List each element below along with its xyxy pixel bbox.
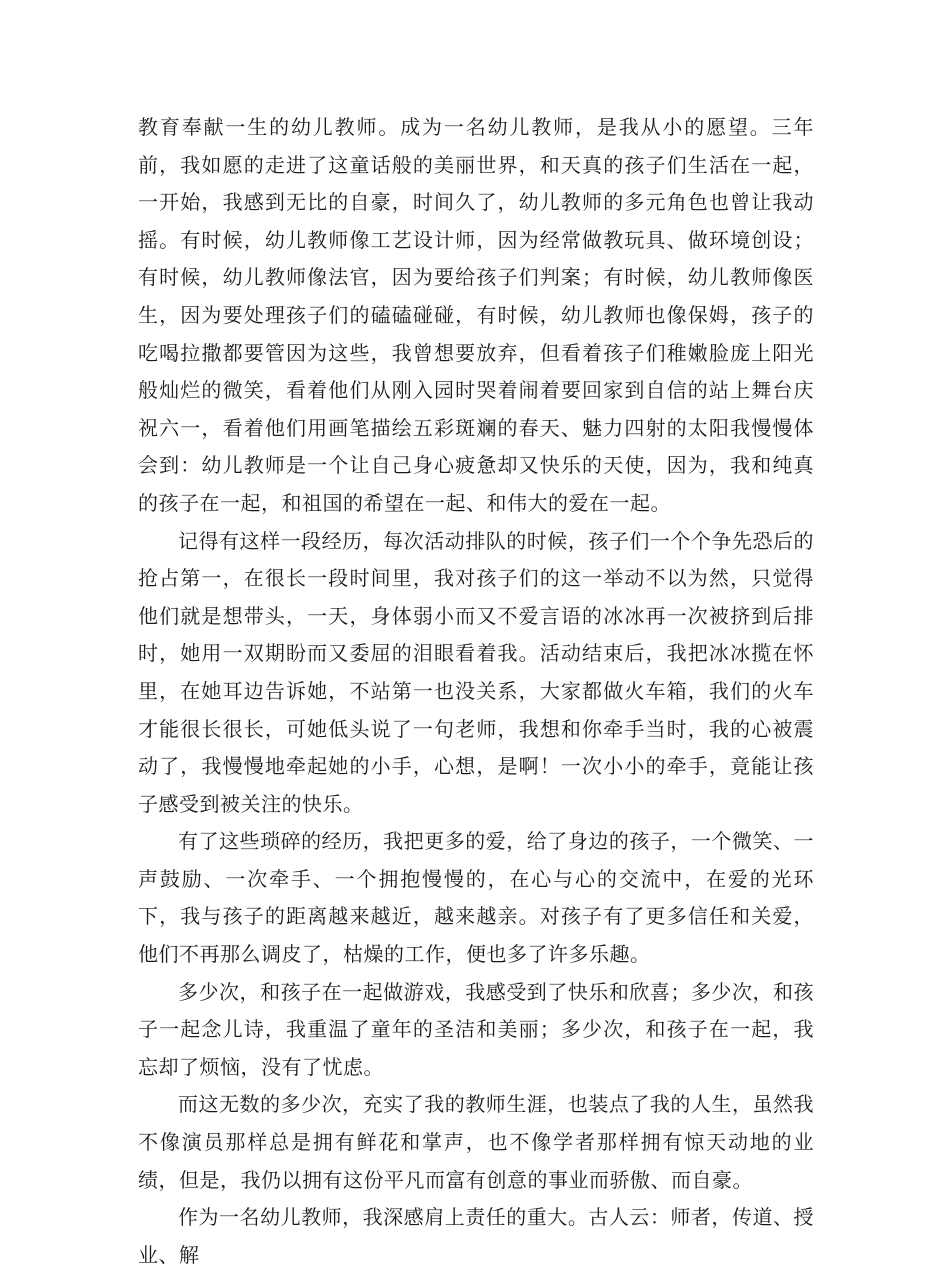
paragraph-1: 教育奉献一生的幼儿教师。成为一名幼儿教师，是我从小的愿望。三年前，我如愿的走进了这童话般的美丽世界，和天真的孩子们生活在一起，一开始，我感到无比的自豪，时间久了，幼儿教师的多元角色也曾让我动摇。有时候，幼儿教师像工艺设计师，因为经常做教玩具、做环境创设；有时候，幼儿教师像法官，因为要给孩子们判案；有时候，幼儿教师像医生，因为要处理孩子们的磕磕碰碰，有时候，幼儿教师也像保姆，孩子的吃喝拉撒都要管因为这些，我曾想要放弃，但看着孩子们稚嫩脸庞上阳光般灿烂的微笑，看着他们从刚入园时哭着闹着要回家到自信的站上舞台庆祝六一，看着他们用画笔描绘五彩斑斓的春天、魅力四射的太阳我慢慢体会到：幼儿教师是一个让自己身心疲惫却又快乐的天使，因为，我和纯真的孩子在一起，和祖国的希望在一起、和伟大的爱在一起。 xyxy=(138,115,814,515)
paragraph-6: 作为一名幼儿教师，我深感肩上责任的重大。古人云：师者，传道、授业、解 xyxy=(138,1205,814,1267)
paragraph-3: 有了这些琐碎的经历，我把更多的爱，给了身边的孩子，一个微笑、一声鼓励、一次牵手、一个拥抱慢慢的，在心与心的交流中，在爱的光环下，我与孩子的距离越来越近，越来越亲。对孩子有了更多信任和关爱，他们不再那么调皮了，枯燥的工作，便也多了许多乐趣。 xyxy=(138,829,814,967)
document-body xyxy=(138,109,814,1274)
paragraph-2: 记得有这样一段经历，每次活动排队的时候，孩子们一个个争先恐后的抢占第一，在很长一段时间里，我对孩子们的这一举动不以为然，只觉得他们就是想带头，一天，身体弱小而又不爱言语的冰冰再一次被挤到后排时，她用一双期盼而又委屈的泪眼看着我。活动结束后，我把冰冰揽在怀里，在她耳边告诉她，不站第一也没关系，大家都做火车箱，我们的火车才能很长很长，可她低头说了一句老师，我想和你牵手当时，我的心被震动了，我慢慢地牵起她的小手，心想，是啊！一次小小的牵手，竟能让孩子感受到被关注的快乐。 xyxy=(138,528,814,816)
paragraph-5: 而这无数的多少次，充实了我的教师生涯，也装点了我的人生，虽然我不像演员那样总是拥有鲜花和掌声，也不像学者那样拥有惊天动地的业绩，但是，我仍以拥有这份平凡而富有创意的事业而骄傲、而自豪。 xyxy=(138,1092,814,1192)
paragraph-4: 多少次，和孩子在一起做游戏，我感受到了快乐和欣喜；多少次，和孩子一起念儿诗，我重温了童年的圣洁和美丽；多少次，和孩子在一起，我忘却了烦恼，没有了忧虑。 xyxy=(138,979,814,1079)
